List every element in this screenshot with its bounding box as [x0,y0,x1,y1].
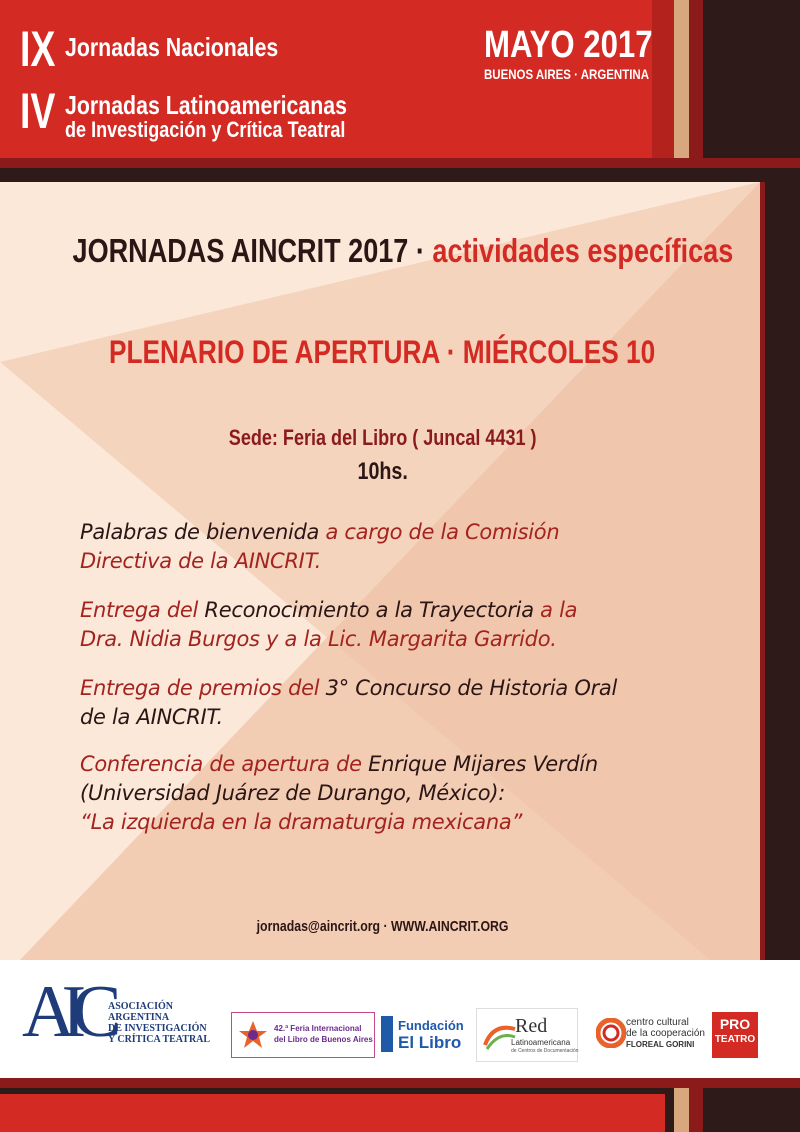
red-text-2: Latinoamericana [511,1038,571,1047]
venue-text: Sede: Feria del Libro ( Juncal 4431 ) [228,425,537,450]
fundacion-text-2: El Libro [398,1033,462,1052]
fundacion-el-libro-logo [381,1012,467,1056]
activity-2-part-c: a la [533,598,578,622]
feria-text [274,1023,373,1045]
footer-divider-dark [0,1088,665,1094]
activity-1-part-b: a cargo de la Comisión [319,520,560,544]
activity-4-part-b: Enrique Mijares Verdín [368,752,598,776]
activity-1-part-a: Palabras de bienvenida [80,520,320,544]
header-line-2: Jornadas Latinoamericanas [65,90,348,120]
activity-2-part-d: Dra. Nidia Burgos y a la Lic. Margarita Garrido. [80,627,557,651]
activity-3-part-b: 3° Concurso de Historia Oral [325,676,618,700]
ccc-text-1: centro cultural [626,1017,689,1028]
plenario-heading [0,334,765,371]
footer-divider [0,1078,800,1088]
activity-2-part-a: Entrega del [80,598,205,622]
fundacion-text-1: Fundación [398,1018,464,1033]
book-icon [381,1016,393,1052]
activity-2-part-b: Reconocimiento a la Trayectoria [204,598,534,622]
activity-item-3 [80,674,740,732]
main-title-red: actividades específicas [432,232,734,269]
activity-3-part-c: de la AINCRIT. [80,705,223,729]
red-text-3: de Centros de Documentación [511,1048,579,1054]
activity-4-part-d: “La izquierda en la dramaturgia mexicana” [80,810,523,834]
ccc-text [626,1017,705,1050]
centro-cultural-logo [596,1012,705,1058]
header-stripe-dark [703,0,800,158]
main-title [0,232,765,270]
plenario-text: PLENARIO DE APERTURA · MIÉRCOLES 10 [109,334,656,370]
contact-line [0,918,765,935]
venue-line [0,425,765,451]
event-date: MAYO 2017 [484,24,653,66]
header-divider-dark [0,168,800,182]
activity-item-2 [80,596,740,654]
feria-text-1: 42.ª Feria Internacional [274,1024,362,1033]
roman-numeral-ix: IX [20,21,56,77]
aincrit-name-2: ARGENTINA [108,1012,170,1023]
red-text-1: Red [515,1015,548,1037]
header-line-1: Jornadas Nacionales [65,32,279,62]
activity-item-4 [80,750,740,837]
activity-4-part-a: Conferencia de apertura de [80,752,369,776]
activity-4-part-c: (Universidad Juárez de Durango, México): [80,781,506,805]
header-divider [0,158,800,168]
star-icon [238,1020,268,1050]
roman-numeral-iv: IV [20,83,56,139]
activity-3-part-a: Entrega de premios del [80,676,326,700]
feria-libro-logo [231,1012,375,1058]
activity-item-1 [80,518,740,576]
header-stripe-maroon [689,0,703,158]
time-text: 10hs. [357,458,408,485]
header-stripe-tan [674,0,689,158]
proteatro-text-1: PRO [719,1016,751,1032]
aincrit-logo [22,972,222,1062]
header-line-3: de Investigación y Crítica Teatral [65,117,346,142]
event-place: BUENOS AIRES · ARGENTINA [484,66,649,82]
feria-text-2: del Libro de Buenos Aires [274,1035,373,1044]
activity-1-part-c: Directiva de la AINCRIT. [80,549,321,573]
main-title-dark: JORNADAS AINCRIT 2017 · [72,232,433,269]
contact-text[interactable]: jornadas@aincrit.org · WWW.AINCRIT.ORG [256,918,509,935]
aincrit-name-3: DE INVESTIGACIÓN [108,1023,207,1034]
aincrit-name-4: Y CRÍTICA TEATRAL [108,1034,211,1045]
proteatro-text-2: TEATRO [714,1034,756,1045]
aincrit-name [108,1001,210,1045]
aincrit-name-1: ASOCIACIÓN [108,1001,174,1012]
time-line [0,458,765,486]
proteatro-logo [712,1012,758,1058]
red-latinoamericana-logo [476,1008,578,1062]
ccc-text-2: de la cooperación [626,1028,705,1039]
ccc-text-3: FLOREAL GORINI [626,1040,695,1049]
cooperation-icon [596,1018,626,1048]
header-stripe [652,0,674,158]
aincrit-monogram: AIC [22,971,108,1053]
right-border [765,182,800,960]
